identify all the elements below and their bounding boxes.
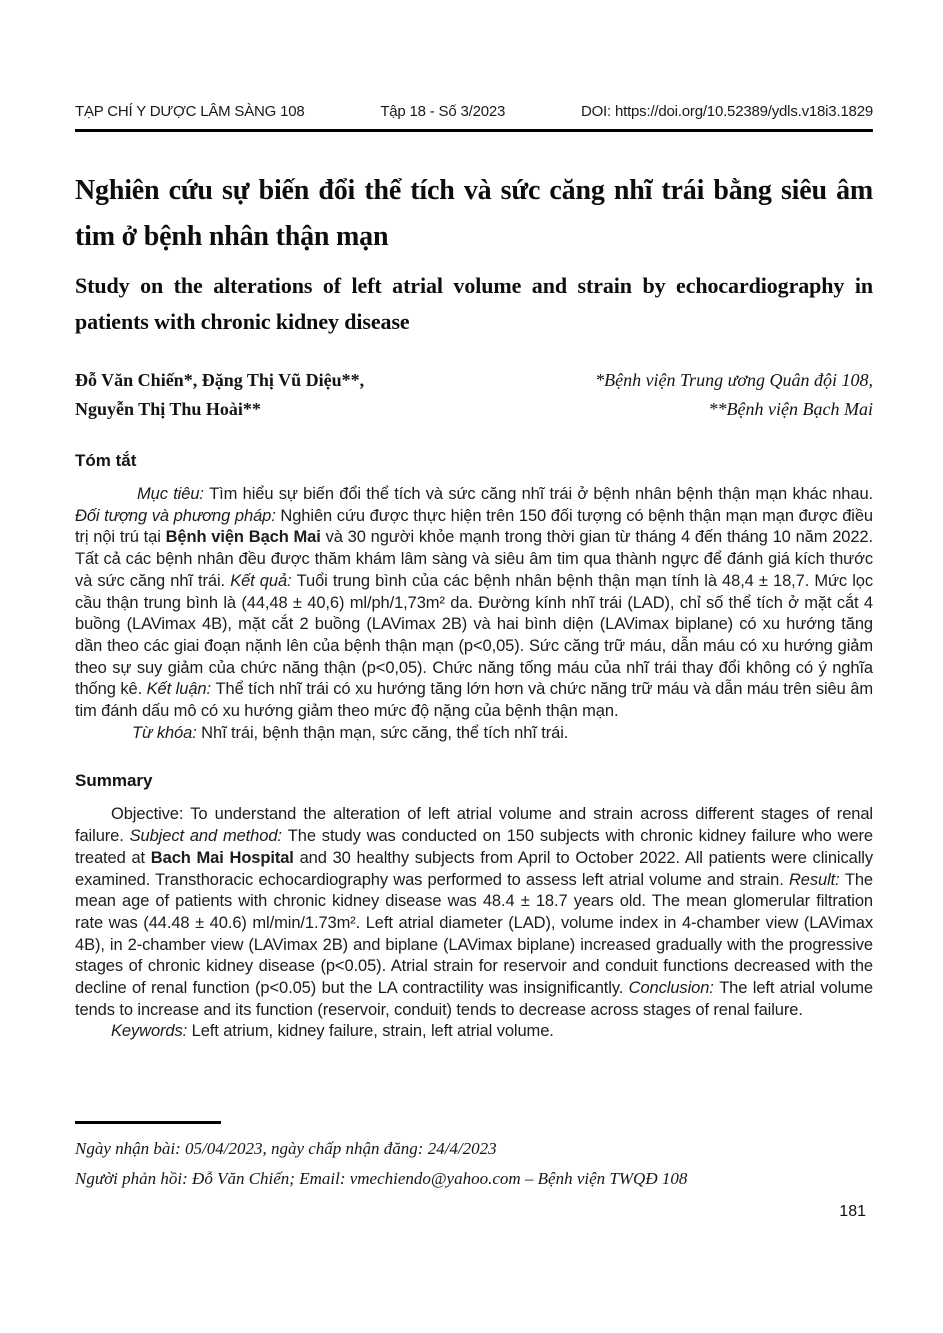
authors-affiliations-row — [75, 366, 873, 424]
doi-text: DOI: https://doi.org/10.52389/ydls.v18i3.1829 — [580, 103, 873, 120]
affiliation-line: **Bệnh viện Bạch Mai — [708, 399, 873, 419]
page-content — [75, 0, 873, 1043]
header-divider — [75, 129, 873, 132]
issue-info: Tập 18 - Số 3/2023 — [380, 103, 506, 120]
author-names — [75, 366, 364, 424]
article-title-vietnamese: Nghiên cứu sự biến đổi thể tích và sức căng nhĩ trái bằng siêu âm tim ở bệnh nhân thận mạn — [75, 175, 873, 252]
abstract-vi-paragraph: Mục tiêu: Tìm hiểu sự biến đổi thể tích và sức căng nhĩ trái ở bệnh nhân bệnh thận mạn khác nhau. Đối tượng và phương pháp: Nghiên cứu được thực hiện trên 150 đối tượng có bệnh thận mạn mạn được điều trị nội trú tại Bệnh viện Bạch Mai và 30 người khỏe mạnh trong thời gian từ tháng 4 đến tháng 10 năm 2022. Tất cả các bệnh nhân đều được thăm khám lâm sàng và siêu âm tim qua thành ngực để đánh giá kích thước và sức căng nhĩ trái. Kết quả: Tuổi trung bình của các bệnh nhân bệnh thận mạn tính là 48,4 ± 18,7. Mức lọc cầu thận trung bình là (44,48 ± 40,6) ml/ph/1,73m² da. Đường kính nhĩ trái (LAD), chỉ số thể tích ở mặt cắt 4 buồng (LAVimax 4B), mặt cắt 2 buồng (LAVimax 2B) và hai bình diện (LAVimax biplane) có xu hướng tăng dần theo các giai đoạn nặnh lên của bệnh thận mạn (p<0,05). Sức căng trữ máu, dẫn máu có xu hướng giảm theo sự suy giảm của chức năng thận (p<0,05). Chức năng tống máu của nhĩ trái thay đổi không có ý nghĩa thống kê. Kết luận: Thể tích nhĩ trái có xu hướng tăng lớn hơn và chức năng trữ máu và dẫn máu trên siêu âm tim đánh dấu mô có xu hướng giảm theo mức độ nặng của bệnh thận mạn. — [75, 485, 873, 721]
abstract-en-heading: Summary — [75, 771, 153, 791]
correspondence-line: Người phản hồi: Đỗ Văn Chiến; Email: vmechiendo@yahoo.com – Bệnh viện TWQĐ 108 — [75, 1169, 688, 1188]
journal-name: TẠP CHÍ Y DƯỢC LÂM SÀNG 108 — [75, 103, 305, 120]
abstract-vi-keywords: Từ khóa: Nhĩ trái, bệnh thận mạn, sức căng, thể tích nhĩ trái. — [132, 723, 569, 742]
author-line: Đỗ Văn Chiến*, Đặng Thị Vũ Diệu**, — [75, 370, 365, 390]
abstract-en-keywords: Keywords: Left atrium, kidney failure, strain, left atrial volume. — [111, 1022, 554, 1041]
page-number: 181 — [839, 1203, 866, 1220]
abstract-vi-heading: Tóm tắt — [75, 451, 137, 470]
received-dates-line: Ngày nhận bài: 05/04/2023, ngày chấp nhận đăng: 24/4/2023 — [75, 1139, 497, 1158]
author-affiliations — [595, 366, 873, 424]
affiliation-line: *Bệnh viện Trung ương Quân đội 108, — [595, 370, 873, 390]
article-title-english: Study on the alterations of left atrial volume and strain by echocardiography in patients with chronic kidney disease — [75, 273, 873, 334]
footnote-divider — [75, 1121, 221, 1124]
running-header — [75, 0, 873, 120]
abstract-en-paragraph: Objective: To understand the alteration of left atrial volume and strain across different stages of renal failure. Subject and method: The study was conducted on 150 subjects with chronic kidney failure who were treated at Bach Mai Hospital and 30 healthy subjects from April to October 2022. All patients were clinically examined. Transthoracic echocardiography was performed to assess left atrial volume and strain. Result: The mean age of patients with chronic kidney disease was 48.4 ± 18.7 years old. The mean glomerular filtration rate was (44.48 ± 40.6) ml/min/1.73m². Left atrial diameter (LAD), volume index in 4-chamber view (LAVimax 4B), in 2-chamber view (LAVimax 2B) and biplane (LAVimax biplane) increased gradually with the progressive stages of chronic kidney disease (p<0.05). Atrial strain for reservoir and conduit functions decreased with the decline of renal function (p<0.05) but the LA contractility was insignificantly. Conclusion: The left atrial volume tends to increase and its function (reservoir, conduit) tends to decrease across stages of renal failure. — [75, 805, 873, 1019]
author-line: Nguyễn Thị Thu Hoài** — [75, 399, 261, 419]
footnote-block — [75, 1121, 873, 1194]
